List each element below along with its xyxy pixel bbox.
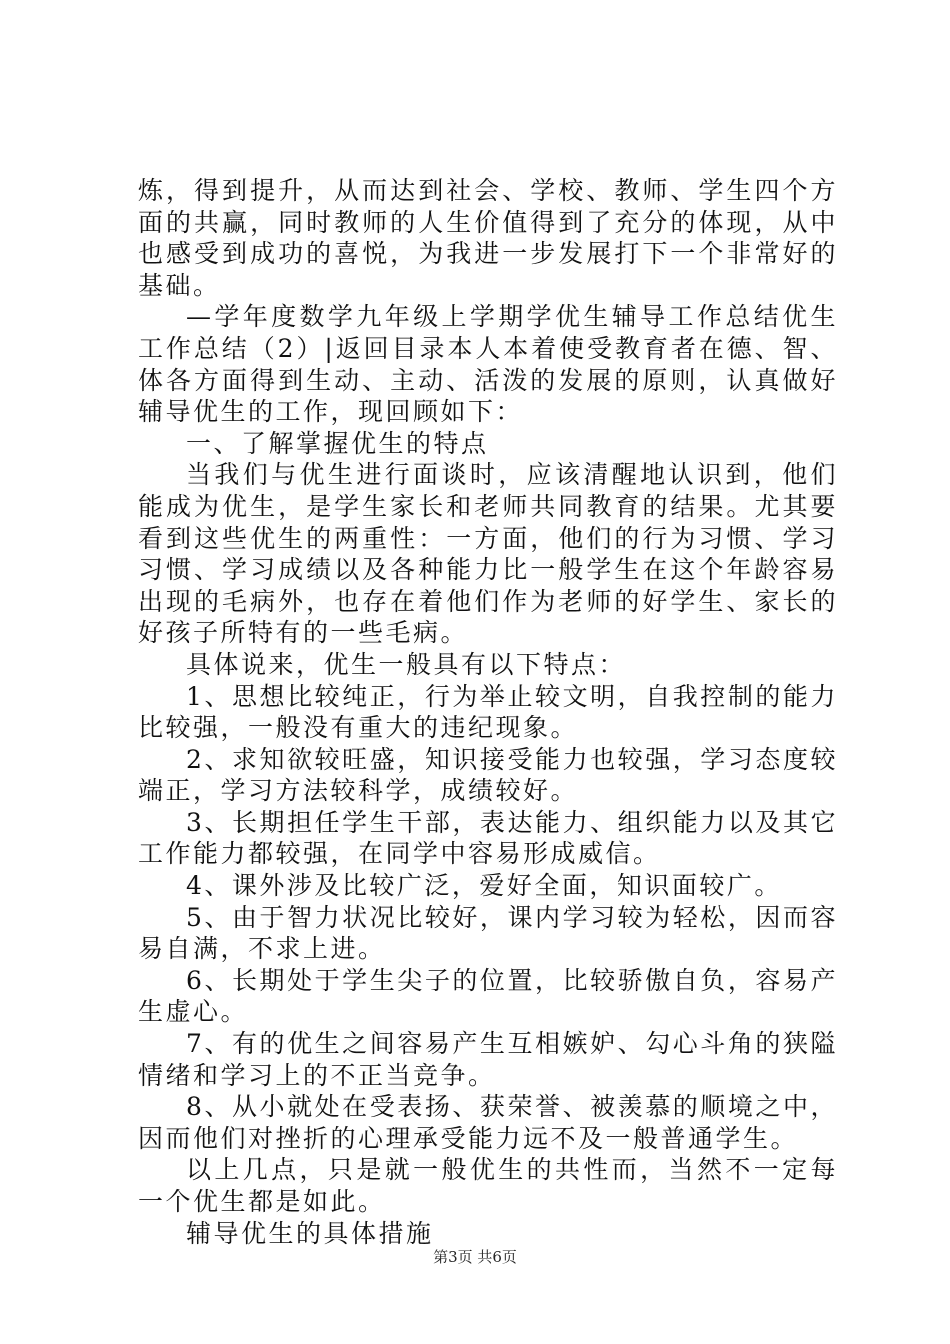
list-item-6: 6、长期处于学生尖子的位置，比较骄傲自负，容易产生虚心。 [138,965,838,1027]
section-heading-2: 辅导优生的具体措施 [186,1218,434,1248]
paragraph-2: —学年度数学九年级上学期学优生辅导工作总结优生工作总结（2）|返回目录本人本着使受教育者在德、智、体各方面得到生动、主动、活泼的发展的原则，认真做好辅导优生的工作，现回顾如下： [138,302,838,427]
paragraph-4: 具体说来，优生一般具有以下特点： [186,649,627,679]
page-number-footer: 第3页 共6页 [433,1248,517,1266]
section-heading-1: 一、了解掌握优生的特点 [186,428,489,458]
list-item-1: 1、思想比较纯正，行为举止较文明，自我控制的能力比较强，一般没有重大的违纪现象。 [138,681,838,743]
paragraph-3: 当我们与优生进行面谈时，应该清醒地认识到，他们能成为优生，是学生家长和老师共同教育的结果。尤其要看到这些优生的两重性：一方面，他们的行为习惯、学习习惯、学习成绩以及各种能力比一般学生在这个年龄容易出现的毛病外，也存在着他们作为老师的好学生、家长的好孩子所特有的一些毛病。 [138,460,838,648]
list-item-7: 7、有的优生之间容易产生互相嫉妒、勾心斗角的狭隘情绪和学习上的不正当竞争。 [138,1029,838,1090]
paragraph-1: 炼，得到提升，从而达到社会、学校、教师、学生四个方面的共赢，同时教师的人生价值得到了充分的体现，从中也感受到成功的喜悦，为我进一步发展打下一个非常好的基础。 [138,176,838,300]
document-body [138,175,838,1249]
paragraph-5: 以上几点，只是就一般优生的共性而，当然不一定每一个优生都是如此。 [138,1155,838,1216]
list-item-2: 2、求知欲较旺盛，知识接受能力也较强，学习态度较端正，学习方法较科学，成绩较好。 [138,744,838,806]
list-item-8: 8、从小就处在受表扬、获荣誉、被羡慕的顺境之中，因而他们对挫折的心理承受能力远不及一般普通学生。 [138,1092,838,1153]
list-item-5: 5、由于智力状况比较好，课内学习较为轻松，因而容易自满，不求上进。 [138,902,838,964]
list-item-4: 4、课外涉及比较广泛，爱好全面，知识面较广。 [186,871,782,901]
list-item-3: 3、长期担任学生干部，表达能力、组织能力以及其它工作能力都较强，在同学中容易形成威信。 [138,807,838,869]
